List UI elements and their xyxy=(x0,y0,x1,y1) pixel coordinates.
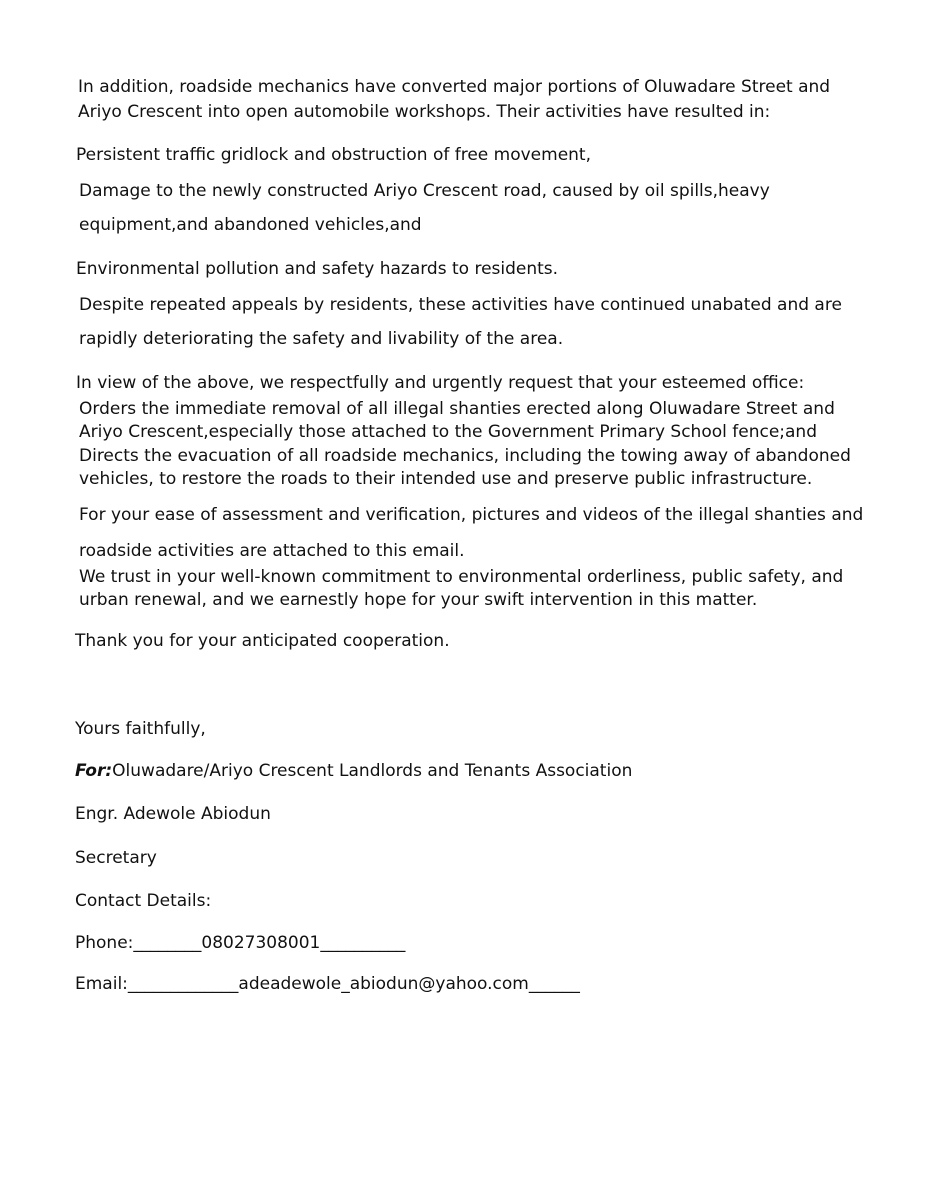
request-removal-line-2: Ariyo Crescent,especially those attached to the Government Primary School fence;and xyxy=(79,422,817,442)
trust-paragraph-line-2: urban renewal, and we earnestly hope for your swift intervention in this matter. xyxy=(79,590,758,610)
trust-paragraph-line-1: We trust in your well-known commitment to environmental orderliness, public safety, and xyxy=(79,567,844,587)
intro-paragraph-line-1: In addition, roadside mechanics have converted major portions of Oluwadare Street and xyxy=(78,77,831,97)
thanks-line: Thank you for your anticipated cooperation. xyxy=(75,631,450,651)
effect-road-damage-line-1: Damage to the newly constructed Ariyo Crescent road, caused by oil spills,heavy xyxy=(79,181,770,201)
appeal-paragraph-line-1: Despite repeated appeals by residents, these activities have continued unabated and are xyxy=(79,295,842,315)
email-line xyxy=(75,973,580,995)
intro-paragraph-line-2: Ariyo Crescent into open automobile workshops. Their activities have resulted in: xyxy=(78,102,771,122)
request-intro: In view of the above, we respectfully and urgently request that your esteemed office: xyxy=(76,373,805,393)
signatory-name: Engr. Adewole Abiodun xyxy=(75,804,271,824)
email-label: Email: xyxy=(75,974,128,994)
contact-heading: Contact Details: xyxy=(75,891,212,911)
effect-road-damage-line-2: equipment,and abandoned vehicles,and xyxy=(79,215,422,235)
request-removal-line-1: Orders the immediate removal of all illegal shanties erected along Oluwadare Street and xyxy=(79,399,835,419)
organization-name: Oluwadare/Ariyo Crescent Landlords and Tenants Association xyxy=(112,761,633,781)
organization-line xyxy=(75,760,632,782)
phone-value: ________08027308001__________ xyxy=(133,933,406,953)
effect-traffic-gridlock: Persistent traffic gridlock and obstruction of free movement, xyxy=(76,145,592,165)
salutation: Yours faithfully, xyxy=(75,719,206,739)
attachment-paragraph-line-2: roadside activities are attached to this email. xyxy=(79,541,465,561)
effect-pollution: Environmental pollution and safety hazards to residents. xyxy=(76,259,559,279)
request-evacuation-line-1: Directs the evacuation of all roadside mechanics, including the towing away of abandoned xyxy=(79,446,851,466)
for-prefix: For: xyxy=(75,761,113,781)
phone-label: Phone: xyxy=(75,933,134,953)
attachment-paragraph-line-1: For your ease of assessment and verification, pictures and videos of the illegal shanties and xyxy=(79,505,864,525)
email-value: _____________adeadewole_abiodun@yahoo.com______ xyxy=(127,974,580,994)
signatory-title: Secretary xyxy=(75,848,157,868)
appeal-paragraph-line-2: rapidly deteriorating the safety and livability of the area. xyxy=(79,329,564,349)
request-evacuation-line-2: vehicles, to restore the roads to their intended use and preserve public infrastructure. xyxy=(79,469,813,489)
phone-line xyxy=(75,932,405,954)
